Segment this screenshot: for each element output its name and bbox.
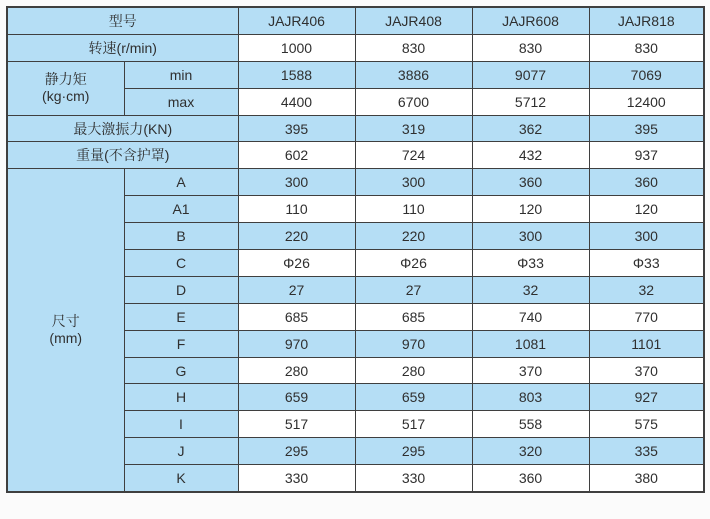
dim-key: J: [124, 438, 238, 465]
row-label: 重量(不含护罩): [7, 142, 238, 169]
dim-key: A: [124, 169, 238, 196]
data-cell: 830: [589, 34, 704, 61]
data-cell: 370: [589, 357, 704, 384]
model-name: JAJR818: [589, 7, 704, 34]
data-cell: 724: [355, 142, 472, 169]
data-cell: 295: [355, 438, 472, 465]
data-cell: 320: [472, 438, 589, 465]
row-unit: (mm): [49, 330, 83, 347]
dim-key: D: [124, 276, 238, 303]
data-cell: 970: [238, 330, 355, 357]
data-cell: 1081: [472, 330, 589, 357]
data-cell: 1000: [238, 34, 355, 61]
data-cell: 370: [472, 357, 589, 384]
data-cell: 770: [589, 303, 704, 330]
data-cell: 1588: [238, 61, 355, 88]
data-cell: Φ33: [472, 250, 589, 277]
data-cell: 12400: [589, 88, 704, 115]
header-row: [7, 7, 704, 34]
data-cell: 685: [238, 303, 355, 330]
data-cell: 740: [472, 303, 589, 330]
row-label: 最大激振力(KN): [7, 115, 238, 142]
data-cell: 360: [472, 169, 589, 196]
data-cell: 120: [472, 196, 589, 223]
data-cell: 3886: [355, 61, 472, 88]
data-cell: 32: [472, 276, 589, 303]
sub-label: min: [124, 61, 238, 88]
data-cell: 517: [238, 411, 355, 438]
data-cell: 659: [238, 384, 355, 411]
dim-key: B: [124, 223, 238, 250]
dim-key: F: [124, 330, 238, 357]
weight-row: [7, 142, 704, 169]
data-cell: 937: [589, 142, 704, 169]
model-name: JAJR408: [355, 7, 472, 34]
data-cell: 330: [238, 465, 355, 492]
dimension-row: [7, 169, 704, 196]
data-cell: 602: [238, 142, 355, 169]
data-cell: 830: [472, 34, 589, 61]
data-cell: 295: [238, 438, 355, 465]
model-name: JAJR608: [472, 7, 589, 34]
data-cell: 330: [355, 465, 472, 492]
data-cell: 362: [472, 115, 589, 142]
data-cell: 32: [589, 276, 704, 303]
data-cell: 300: [238, 169, 355, 196]
data-cell: 319: [355, 115, 472, 142]
product-spec-table: [6, 6, 705, 493]
data-cell: 335: [589, 438, 704, 465]
data-cell: 575: [589, 411, 704, 438]
excitation-force-row: [7, 115, 704, 142]
dim-key: K: [124, 465, 238, 492]
data-cell: 110: [355, 196, 472, 223]
dim-key: G: [124, 357, 238, 384]
static-moment-label: [7, 61, 124, 115]
row-unit: (kg·cm): [42, 88, 90, 105]
data-cell: Φ26: [355, 250, 472, 277]
model-header-label: 型号: [7, 7, 238, 34]
data-cell: 830: [355, 34, 472, 61]
sub-label: max: [124, 88, 238, 115]
data-cell: 380: [589, 465, 704, 492]
data-cell: 432: [472, 142, 589, 169]
dim-key: I: [124, 411, 238, 438]
data-cell: 27: [238, 276, 355, 303]
data-cell: 280: [238, 357, 355, 384]
dim-key: C: [124, 250, 238, 277]
data-cell: 300: [589, 223, 704, 250]
dim-key: E: [124, 303, 238, 330]
static-moment-min-row: [7, 61, 704, 88]
data-cell: 803: [472, 384, 589, 411]
data-cell: 927: [589, 384, 704, 411]
speed-row: [7, 34, 704, 61]
data-cell: 685: [355, 303, 472, 330]
data-cell: 110: [238, 196, 355, 223]
data-cell: Φ26: [238, 250, 355, 277]
data-cell: 300: [472, 223, 589, 250]
data-cell: 395: [589, 115, 704, 142]
data-cell: 27: [355, 276, 472, 303]
data-cell: Φ33: [589, 250, 704, 277]
data-cell: 300: [355, 169, 472, 196]
data-cell: 5712: [472, 88, 589, 115]
data-cell: 360: [589, 169, 704, 196]
data-cell: 120: [589, 196, 704, 223]
data-cell: 220: [238, 223, 355, 250]
data-cell: 659: [355, 384, 472, 411]
dimensions-label: [7, 169, 124, 492]
row-label: 静力矩: [44, 70, 87, 87]
data-cell: 220: [355, 223, 472, 250]
data-cell: 6700: [355, 88, 472, 115]
data-cell: 970: [355, 330, 472, 357]
dim-key: H: [124, 384, 238, 411]
data-cell: 558: [472, 411, 589, 438]
model-name: JAJR406: [238, 7, 355, 34]
data-cell: 517: [355, 411, 472, 438]
data-cell: 4400: [238, 88, 355, 115]
data-cell: 9077: [472, 61, 589, 88]
data-cell: 395: [238, 115, 355, 142]
data-cell: 7069: [589, 61, 704, 88]
dim-key: A1: [124, 196, 238, 223]
row-label: 转速(r/min): [7, 34, 238, 61]
data-cell: 1101: [589, 330, 704, 357]
row-label: 尺寸: [51, 312, 80, 329]
data-cell: 280: [355, 357, 472, 384]
data-cell: 360: [472, 465, 589, 492]
